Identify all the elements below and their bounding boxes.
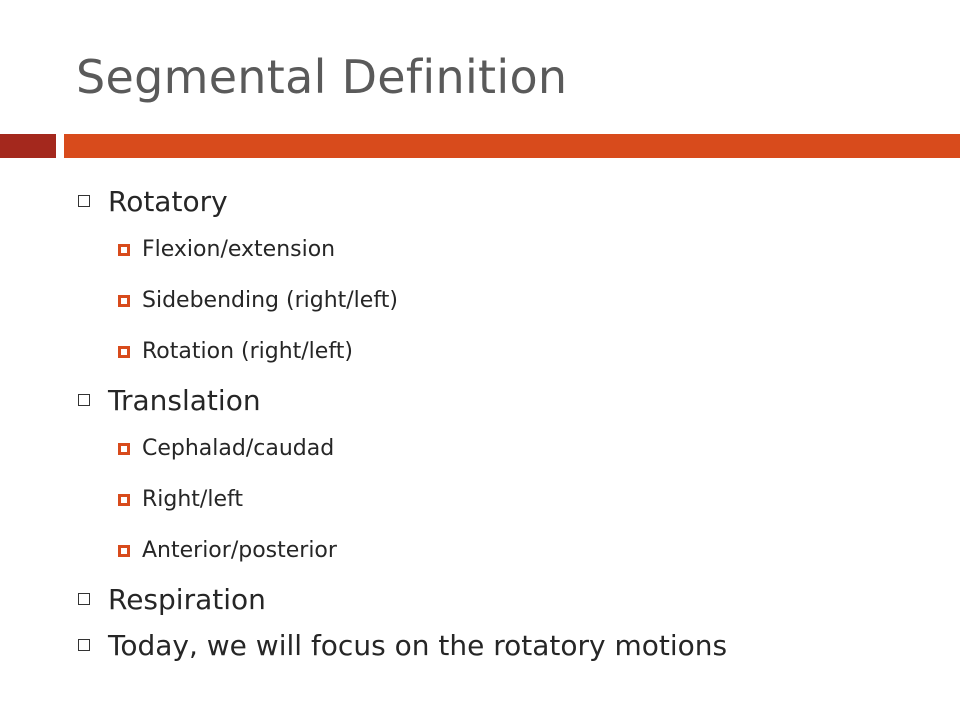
title-divider-left bbox=[0, 134, 56, 158]
square-bullet-icon bbox=[118, 494, 130, 506]
sub-bullet-item bbox=[76, 525, 946, 576]
bullet-item bbox=[76, 178, 946, 224]
bullet-item bbox=[76, 622, 946, 668]
square-bullet-icon bbox=[118, 545, 130, 557]
sub-bullet-item bbox=[76, 275, 946, 326]
bullet-text: Today, we will focus on the rotatory motions bbox=[108, 628, 728, 662]
square-bullet-icon bbox=[118, 295, 130, 307]
title-divider-right bbox=[64, 134, 960, 158]
square-bullet-icon bbox=[118, 443, 130, 455]
hollow-square-bullet-icon bbox=[78, 639, 90, 651]
sub-bullet-text: Sidebending (right/left) bbox=[142, 288, 398, 313]
bullet-text: Translation bbox=[108, 383, 261, 417]
square-bullet-icon bbox=[118, 346, 130, 358]
sub-bullet-item bbox=[76, 326, 946, 377]
bullet-text: Respiration bbox=[108, 582, 266, 616]
sub-bullet-item bbox=[76, 224, 946, 275]
hollow-square-bullet-icon bbox=[78, 195, 90, 207]
sub-bullet-text: Rotation (right/left) bbox=[142, 339, 353, 364]
bullet-list bbox=[76, 178, 946, 668]
bullet-text: Rotatory bbox=[108, 184, 228, 218]
square-bullet-icon bbox=[118, 244, 130, 256]
bullet-item bbox=[76, 377, 946, 423]
hollow-square-bullet-icon bbox=[78, 394, 90, 406]
sub-bullet-item bbox=[76, 423, 946, 474]
sub-bullet-text: Right/left bbox=[142, 487, 243, 512]
sub-bullet-text: Cephalad/caudad bbox=[142, 436, 335, 461]
slide-title: Segmental Definition bbox=[76, 50, 568, 104]
sub-bullet-text: Flexion/extension bbox=[142, 237, 336, 262]
sub-bullet-item bbox=[76, 474, 946, 525]
bullet-item bbox=[76, 576, 946, 622]
hollow-square-bullet-icon bbox=[78, 593, 90, 605]
sub-bullet-text: Anterior/posterior bbox=[142, 538, 337, 563]
